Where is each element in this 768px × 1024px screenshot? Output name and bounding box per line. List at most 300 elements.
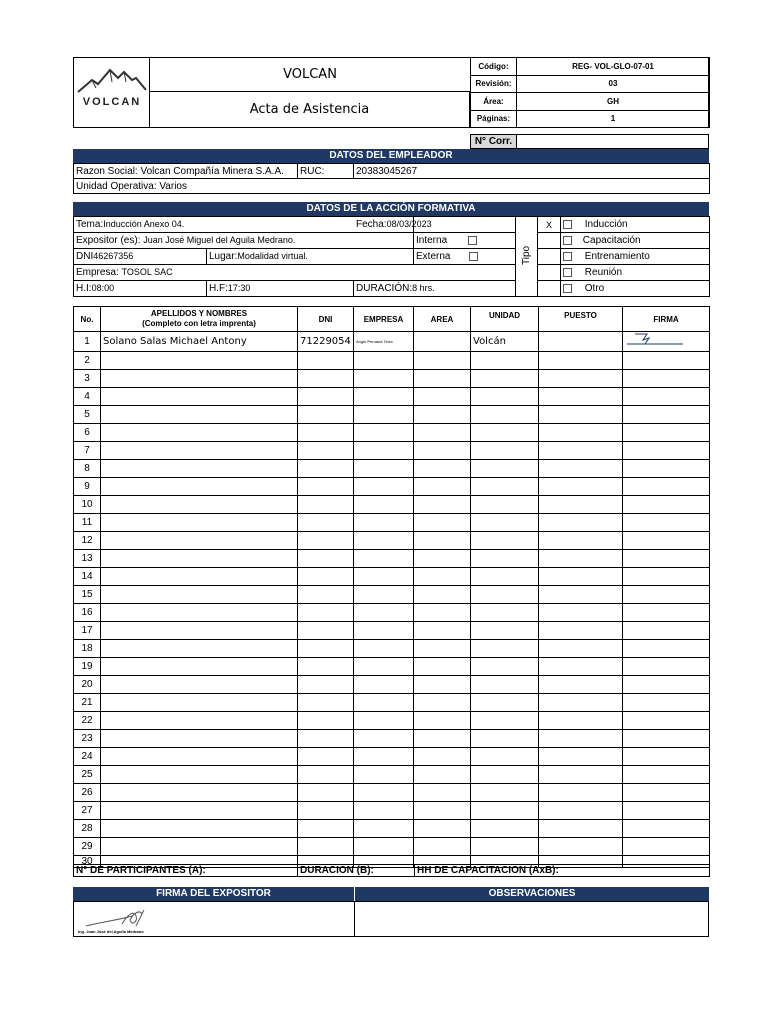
row-area-cell[interactable] (414, 550, 471, 568)
row-firma-cell[interactable] (623, 730, 710, 748)
row-dni-cell[interactable] (298, 820, 354, 838)
row-unidad-cell[interactable] (471, 820, 539, 838)
row-area-cell[interactable] (414, 820, 471, 838)
lugar-cell (207, 249, 414, 265)
row-area-cell[interactable] (414, 424, 471, 442)
col-dni: DNI (298, 307, 354, 332)
row-unidad-cell[interactable] (471, 478, 539, 496)
interna-cell[interactable] (414, 233, 516, 249)
row-dni-cell[interactable]: 71229054 (298, 332, 354, 352)
row-area-cell[interactable] (414, 676, 471, 694)
tema-label: Tema: (76, 219, 104, 230)
row-puesto-cell[interactable] (539, 766, 623, 784)
row-firma-cell[interactable] (623, 388, 710, 406)
table-row (74, 658, 710, 676)
row-puesto-cell[interactable] (539, 406, 623, 424)
row-no-cell: 13 (74, 550, 101, 568)
row-empresa-cell[interactable] (354, 568, 414, 586)
row-empresa-cell[interactable] (354, 694, 414, 712)
row-unidad-cell[interactable] (471, 514, 539, 532)
col-no: No. (74, 307, 101, 332)
interna-checkbox-icon[interactable] (468, 236, 477, 245)
row-empresa-cell[interactable] (354, 496, 414, 514)
row-area-cell[interactable] (414, 460, 471, 478)
tipo-mark-empty (538, 281, 561, 297)
row-area-cell[interactable] (414, 694, 471, 712)
tipo-otro-label: Otro (584, 283, 605, 294)
tipo-otro[interactable] (561, 281, 710, 297)
row-puesto-cell[interactable] (539, 658, 623, 676)
tipo-reunion[interactable] (561, 265, 710, 281)
row-empresa-cell[interactable] (354, 424, 414, 442)
row-unidad-cell[interactable] (471, 766, 539, 784)
row-no-cell: 2 (74, 352, 101, 370)
row-nombre-cell[interactable] (101, 784, 298, 802)
row-dni-cell[interactable] (298, 568, 354, 586)
row-nombre-cell[interactable] (101, 766, 298, 784)
row-area-cell[interactable] (414, 766, 471, 784)
row-puesto-cell[interactable] (539, 478, 623, 496)
row-dni-cell[interactable] (298, 748, 354, 766)
lugar-label: Lugar: (209, 251, 238, 262)
tipo-label: Tipo (521, 245, 532, 265)
row-nombre-cell[interactable] (101, 460, 298, 478)
row-puesto-cell[interactable] (539, 676, 623, 694)
row-empresa-cell[interactable] (354, 802, 414, 820)
row-firma-cell[interactable] (623, 676, 710, 694)
row-nombre-cell[interactable] (101, 820, 298, 838)
row-area-cell[interactable] (414, 604, 471, 622)
row-puesto-cell[interactable] (539, 586, 623, 604)
row-empresa-cell[interactable] (354, 676, 414, 694)
row-no-cell: 19 (74, 658, 101, 676)
row-empresa-cell[interactable] (354, 784, 414, 802)
expositor-label: Expositor (es): (76, 235, 141, 246)
row-dni-cell[interactable] (298, 766, 354, 784)
row-unidad-cell[interactable] (471, 802, 539, 820)
row-unidad-cell[interactable] (471, 532, 539, 550)
row-empresa-cell[interactable] (354, 406, 414, 424)
row-firma-cell[interactable] (623, 694, 710, 712)
row-firma-cell[interactable] (623, 568, 710, 586)
row-unidad-cell[interactable] (471, 568, 539, 586)
row-area-cell[interactable] (414, 496, 471, 514)
row-no-cell: 1 (74, 332, 101, 352)
unidad-operativa: Unidad Operativa: Varios (74, 179, 710, 194)
row-area-cell[interactable] (414, 802, 471, 820)
row-dni-cell[interactable] (298, 370, 354, 388)
row-area-cell[interactable] (414, 352, 471, 370)
row-area-cell[interactable] (414, 640, 471, 658)
row-puesto-cell[interactable] (539, 730, 623, 748)
firma-expositor-box[interactable] (73, 901, 355, 937)
ruc-label: RUC: (298, 164, 354, 179)
row-no-cell: 4 (74, 388, 101, 406)
table-row (74, 676, 710, 694)
row-unidad-cell[interactable] (471, 658, 539, 676)
row-area-cell[interactable] (414, 622, 471, 640)
row-nombre-cell[interactable] (101, 604, 298, 622)
row-empresa-cell[interactable] (354, 766, 414, 784)
row-empresa-cell[interactable] (354, 532, 414, 550)
row-area-cell[interactable] (414, 730, 471, 748)
hf-label: H.F: (209, 283, 228, 294)
row-empresa-cell[interactable] (354, 838, 414, 856)
row-nombre-cell[interactable] (101, 694, 298, 712)
row-puesto-cell[interactable] (539, 388, 623, 406)
externa-label: Externa (416, 251, 451, 262)
row-puesto-cell[interactable] (539, 820, 623, 838)
tipo-mark: X (538, 217, 561, 233)
checkbox-icon[interactable] (563, 252, 572, 261)
row-dni-cell[interactable] (298, 424, 354, 442)
row-area-cell[interactable] (414, 514, 471, 532)
row-nombre-cell[interactable] (101, 352, 298, 370)
table-row (74, 622, 710, 640)
row-empresa-cell[interactable] (354, 586, 414, 604)
row-area-cell[interactable] (414, 748, 471, 766)
row-firma-cell[interactable] (623, 748, 710, 766)
row-no-cell: 12 (74, 532, 101, 550)
row-dni-cell[interactable] (298, 550, 354, 568)
row-nombre-cell[interactable] (101, 730, 298, 748)
table-row (74, 406, 710, 424)
row-unidad-cell[interactable] (471, 730, 539, 748)
row-unidad-cell[interactable] (471, 694, 539, 712)
row-empresa-cell[interactable] (354, 730, 414, 748)
checkbox-icon[interactable] (563, 236, 572, 245)
row-unidad-cell[interactable] (471, 406, 539, 424)
row-dni-cell[interactable] (298, 712, 354, 730)
row-unidad-cell[interactable] (471, 784, 539, 802)
row-puesto-cell[interactable] (539, 802, 623, 820)
row-puesto-cell[interactable] (539, 838, 623, 856)
table-row (74, 712, 710, 730)
col-area: AREA (414, 307, 471, 332)
row-area-cell[interactable] (414, 370, 471, 388)
row-dni-cell[interactable] (298, 352, 354, 370)
row-empresa-cell[interactable] (354, 712, 414, 730)
row-unidad-cell[interactable] (471, 676, 539, 694)
expositor-value: Juan José Miguel del Aguila Medrano. (143, 235, 296, 245)
row-empresa-cell[interactable] (354, 460, 414, 478)
hf-value: 17:30 (227, 283, 251, 293)
row-puesto-cell[interactable] (539, 550, 623, 568)
row-firma-cell[interactable] (623, 352, 710, 370)
row-no-cell: 17 (74, 622, 101, 640)
row-unidad-cell[interactable]: Volcán (471, 332, 539, 352)
row-dni-cell[interactable] (298, 604, 354, 622)
row-firma-cell[interactable] (623, 658, 710, 676)
row-unidad-cell[interactable] (471, 352, 539, 370)
row-dni-cell[interactable] (298, 802, 354, 820)
accion-table (73, 216, 709, 297)
row-empresa-cell[interactable] (354, 442, 414, 460)
row-nombre-cell[interactable] (101, 658, 298, 676)
attendance-table-wrap (73, 306, 709, 868)
row-empresa-cell[interactable] (354, 640, 414, 658)
row-area-cell[interactable] (414, 478, 471, 496)
row-nombre-cell[interactable] (101, 586, 298, 604)
row-puesto-cell[interactable] (539, 370, 623, 388)
row-unidad-cell[interactable] (471, 586, 539, 604)
row-firma-cell[interactable] (623, 424, 710, 442)
row-dni-cell[interactable] (298, 442, 354, 460)
codigo-value: REG- VOL-GLO-07-01 (517, 58, 710, 76)
table-row (74, 730, 710, 748)
table-row (74, 568, 710, 586)
row-unidad-cell[interactable] (471, 712, 539, 730)
row-area-cell[interactable] (414, 532, 471, 550)
row-puesto-cell[interactable] (539, 352, 623, 370)
tipo-entrenamiento[interactable] (561, 249, 710, 265)
row-unidad-cell[interactable] (471, 496, 539, 514)
row-area-cell[interactable] (414, 838, 471, 856)
row-dni-cell[interactable] (298, 478, 354, 496)
row-area-cell[interactable] (414, 784, 471, 802)
firma-expositor-title: FIRMA DEL EXPOSITOR (73, 887, 354, 902)
row-firma-cell[interactable] (623, 712, 710, 730)
row-area-cell[interactable] (414, 586, 471, 604)
row-nombre-cell[interactable] (101, 622, 298, 640)
row-puesto-cell[interactable] (539, 694, 623, 712)
row-firma-cell[interactable] (623, 370, 710, 388)
row-unidad-cell[interactable] (471, 460, 539, 478)
row-area-cell[interactable] (414, 388, 471, 406)
row-nombre-cell[interactable] (101, 550, 298, 568)
row-firma-cell[interactable] (623, 406, 710, 424)
row-firma-cell[interactable] (623, 514, 710, 532)
row-nombre-cell[interactable] (101, 514, 298, 532)
row-puesto-cell[interactable] (539, 640, 623, 658)
row-puesto-cell[interactable] (539, 442, 623, 460)
externa-checkbox-icon[interactable] (469, 252, 478, 261)
row-no-cell: 21 (74, 694, 101, 712)
row-unidad-cell[interactable] (471, 604, 539, 622)
row-nombre-cell[interactable] (101, 838, 298, 856)
col-empresa: EMPRESA (354, 307, 414, 332)
tipo-induccion-label: Inducción (584, 219, 628, 230)
row-puesto-cell[interactable] (539, 712, 623, 730)
row-firma-cell[interactable] (623, 784, 710, 802)
table-row (74, 586, 710, 604)
row-area-cell[interactable] (414, 406, 471, 424)
row-firma-cell[interactable] (623, 820, 710, 838)
row-empresa-cell[interactable] (354, 604, 414, 622)
row-nombre-cell[interactable] (101, 676, 298, 694)
row-area-cell[interactable] (414, 442, 471, 460)
row-nombre-cell[interactable] (101, 370, 298, 388)
row-puesto-cell[interactable] (539, 784, 623, 802)
row-unidad-cell[interactable] (471, 640, 539, 658)
checkbox-icon[interactable] (563, 220, 572, 229)
table-row (74, 352, 710, 370)
table-row (74, 532, 710, 550)
row-no-cell: 9 (74, 478, 101, 496)
row-firma-cell[interactable] (623, 640, 710, 658)
row-unidad-cell[interactable] (471, 748, 539, 766)
row-dni-cell[interactable] (298, 658, 354, 676)
expositor-caption: Ing. Juan José del Aguila Medrano (78, 929, 144, 934)
row-no-cell: 6 (74, 424, 101, 442)
attendance-table (73, 306, 710, 868)
row-area-cell[interactable] (414, 658, 471, 676)
ncorr-value[interactable] (516, 134, 709, 149)
row-empresa-cell[interactable] (354, 352, 414, 370)
row-firma-cell[interactable] (623, 766, 710, 784)
row-firma-cell[interactable] (623, 550, 710, 568)
row-no-cell: 25 (74, 766, 101, 784)
row-area-cell[interactable] (414, 332, 471, 352)
empleador-table (73, 163, 709, 194)
duracion-value: 8 hrs. (412, 283, 435, 293)
tipo-mark-empty (538, 233, 561, 249)
row-dni-cell[interactable] (298, 496, 354, 514)
paginas-value: 1 (517, 110, 710, 128)
revision-label: Revisión: (471, 75, 517, 93)
row-nombre-cell[interactable] (101, 532, 298, 550)
row-firma-cell[interactable] (623, 622, 710, 640)
table-row (74, 838, 710, 856)
row-nombre-cell[interactable] (101, 712, 298, 730)
row-nombre-cell[interactable] (101, 568, 298, 586)
row-puesto-cell[interactable] (539, 424, 623, 442)
observaciones-box[interactable] (354, 901, 709, 937)
row-empresa-cell[interactable] (354, 514, 414, 532)
checkbox-icon[interactable] (563, 284, 572, 293)
row-no-cell: 20 (74, 676, 101, 694)
fecha-value: 08/03/2023 (386, 219, 432, 229)
row-nombre-cell[interactable]: Solano Salas Michael Antony (101, 332, 298, 352)
row-puesto-cell[interactable] (539, 604, 623, 622)
row-empresa-cell[interactable] (354, 478, 414, 496)
row-nombre-cell[interactable] (101, 640, 298, 658)
row-unidad-cell[interactable] (471, 838, 539, 856)
row-empresa-cell[interactable] (354, 370, 414, 388)
row-dni-cell[interactable] (298, 838, 354, 856)
row-nombre-cell[interactable] (101, 802, 298, 820)
fecha-cell (356, 217, 516, 233)
tipo-reunion-label: Reunión (584, 267, 623, 278)
row-nombre-cell[interactable] (101, 478, 298, 496)
row-firma-cell[interactable] (623, 442, 710, 460)
row-nombre-cell[interactable] (101, 748, 298, 766)
logo (74, 58, 150, 127)
row-unidad-cell[interactable] (471, 424, 539, 442)
row-firma-cell[interactable] (623, 604, 710, 622)
row-area-cell[interactable] (414, 568, 471, 586)
lugar-value: Modalidad virtual. (237, 251, 308, 261)
row-firma-cell[interactable] (623, 532, 710, 550)
row-nombre-cell[interactable] (101, 388, 298, 406)
table-row (74, 604, 710, 622)
ncorr-label: N° Corr. (470, 134, 517, 149)
row-dni-cell[interactable] (298, 730, 354, 748)
row-firma-cell[interactable] (623, 586, 710, 604)
table-row (74, 478, 710, 496)
table-row (74, 424, 710, 442)
row-firma-cell[interactable] (623, 802, 710, 820)
row-nombre-cell[interactable] (101, 424, 298, 442)
row-no-cell: 23 (74, 730, 101, 748)
col-unidad: UNIDAD (471, 307, 539, 332)
table-row (74, 460, 710, 478)
row-dni-cell[interactable] (298, 388, 354, 406)
row-empresa-cell[interactable] (354, 748, 414, 766)
company-name: VOLCAN (150, 58, 470, 92)
row-puesto-cell[interactable] (539, 460, 623, 478)
row-puesto-cell[interactable] (539, 568, 623, 586)
accion-title: DATOS DE LA ACCIÓN FORMATIVA (73, 202, 709, 217)
row-dni-cell[interactable] (298, 784, 354, 802)
row-puesto-cell[interactable] (539, 332, 623, 352)
row-empresa-cell[interactable] (354, 658, 414, 676)
row-no-cell: 8 (74, 460, 101, 478)
row-empresa-cell[interactable] (354, 820, 414, 838)
row-no-cell: 24 (74, 748, 101, 766)
row-unidad-cell[interactable] (471, 388, 539, 406)
tipo-capacitacion[interactable] (561, 233, 710, 249)
duracion-cell (354, 281, 516, 297)
row-empresa-cell[interactable]: Anglo Peruana Terra (354, 332, 414, 352)
row-firma-cell[interactable] (623, 478, 710, 496)
row-nombre-cell[interactable] (101, 406, 298, 424)
row-unidad-cell[interactable] (471, 550, 539, 568)
row-dni-cell[interactable] (298, 406, 354, 424)
row-dni-cell[interactable] (298, 694, 354, 712)
ruc-value: 20383045267 (354, 164, 710, 179)
row-dni-cell[interactable] (298, 586, 354, 604)
row-nombre-cell[interactable] (101, 496, 298, 514)
row-no-cell: 28 (74, 820, 101, 838)
row-dni-cell[interactable] (298, 514, 354, 532)
row-puesto-cell[interactable] (539, 532, 623, 550)
hf-cell (207, 281, 354, 297)
hi-value: 08:00 (91, 283, 115, 293)
header-meta (470, 57, 709, 128)
row-puesto-cell[interactable] (539, 514, 623, 532)
row-empresa-cell[interactable] (354, 550, 414, 568)
row-empresa-cell[interactable] (354, 388, 414, 406)
row-puesto-cell[interactable] (539, 622, 623, 640)
checkbox-icon[interactable] (563, 268, 572, 277)
row-dni-cell[interactable] (298, 622, 354, 640)
row-dni-cell[interactable] (298, 640, 354, 658)
row-nombre-cell[interactable] (101, 442, 298, 460)
row-area-cell[interactable] (414, 712, 471, 730)
externa-cell[interactable] (414, 249, 516, 265)
tipo-induccion[interactable] (561, 217, 710, 233)
row-firma-cell[interactable] (623, 332, 710, 352)
row-unidad-cell[interactable] (471, 370, 539, 388)
row-dni-cell[interactable] (298, 460, 354, 478)
row-no-cell: 22 (74, 712, 101, 730)
row-no-cell: 16 (74, 604, 101, 622)
row-puesto-cell[interactable] (539, 496, 623, 514)
row-firma-cell[interactable] (623, 838, 710, 856)
row-unidad-cell[interactable] (471, 622, 539, 640)
row-empresa-cell[interactable] (354, 622, 414, 640)
row-firma-cell[interactable] (623, 496, 710, 514)
row-dni-cell[interactable] (298, 532, 354, 550)
tipo-mark-empty (538, 249, 561, 265)
row-puesto-cell[interactable] (539, 748, 623, 766)
row-firma-cell[interactable] (623, 460, 710, 478)
razon-social: Razon Social: Volcan Compañía Minera S.A.A. (74, 164, 298, 179)
duracion-total-label: DURACION (B): (298, 865, 415, 877)
row-dni-cell[interactable] (298, 676, 354, 694)
row-unidad-cell[interactable] (471, 442, 539, 460)
